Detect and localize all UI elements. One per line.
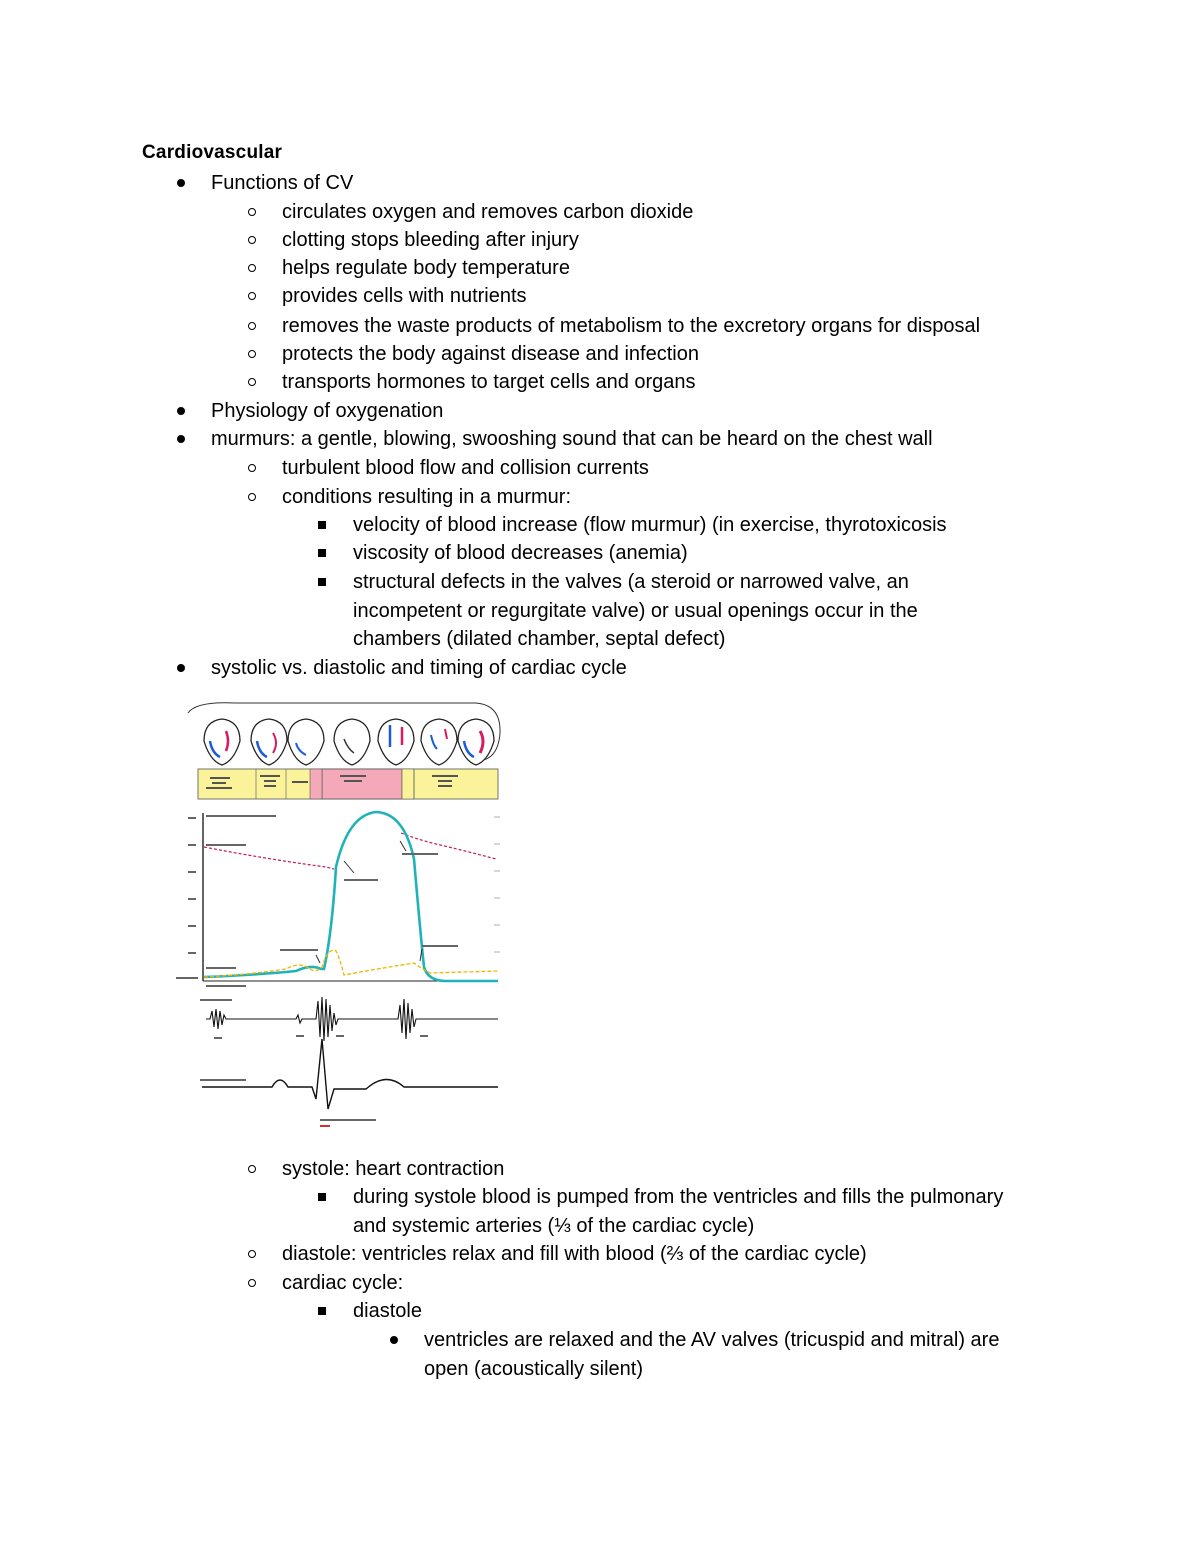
list-item [282,340,699,368]
list-item-text: during systole blood is pumped from the ventricles and fills the pulmonary [353,1186,1004,1208]
list-item-text: clotting stops bleeding after injury [282,229,579,251]
hollow-bullet-icon [242,1155,262,1183]
filled-bullet-icon [171,397,191,425]
hollow-bullet-icon [242,226,262,254]
hollow-bullet-icon [242,312,262,340]
list-item-text: provides cells with nutrients [282,285,527,307]
hollow-bullet-icon [242,254,262,282]
square-bullet-icon [312,568,332,596]
list-item-text: turbulent blood flow and collision currents [282,457,649,479]
hollow-bullet-icon [242,340,262,368]
hollow-bullet-icon [242,282,262,310]
square-bullet-icon [312,1297,332,1325]
list-item-text: helps regulate body temperature [282,257,570,279]
phase-band [198,769,498,799]
filled-bullet-icon [384,1326,404,1354]
list-item-text: diastole [353,1300,422,1322]
list-item [282,368,696,396]
list-item-text: Functions of CV [211,172,354,194]
list-item-continuation: and systemic arteries (⅓ of the cardiac cycle) [353,1215,755,1237]
list-item-text: systole: heart contraction [282,1158,505,1180]
filled-bullet-icon [171,169,191,197]
list-item-text: protects the body against disease and infection [282,343,699,365]
hollow-bullet-icon [242,454,262,482]
list-item [282,254,570,282]
list-item-text: cardiac cycle: [282,1272,404,1294]
list-item [353,1297,422,1325]
list-item [282,1240,867,1268]
list-item [282,483,571,511]
list-item-text: structural defects in the valves (a steroid or narrowed valve, an [353,571,909,593]
list-item [424,1326,999,1354]
list-item [211,397,443,425]
list-item-text: circulates oxygen and removes carbon dioxide [282,201,694,223]
list-item [282,1269,403,1297]
list-item [282,312,980,340]
page-title: Cardiovascular [142,142,283,163]
list-item [353,568,909,596]
square-bullet-icon [312,511,332,539]
cardiac-cycle-diagram [176,699,506,1133]
list-item [282,1155,504,1183]
hollow-bullet-icon [242,368,262,396]
list-item [211,654,627,682]
list-item-text: conditions resulting in a murmur: [282,486,572,508]
list-item-continuation: open (acoustically silent) [424,1358,643,1380]
filled-bullet-icon [171,654,191,682]
list-item-continuation: chambers (dilated chamber, septal defect) [353,628,726,650]
list-item [353,539,688,567]
hollow-bullet-icon [242,198,262,226]
list-item-text: velocity of blood increase (flow murmur) (in exercise, thyrotoxicosis [353,514,947,536]
list-item-text: ventricles are relaxed and the AV valves (tricuspid and mitral) are [424,1329,1000,1351]
list-item-text: Physiology of oxygenation [211,400,444,422]
hollow-bullet-icon [242,483,262,511]
list-item-text: systolic vs. diastolic and timing of cardiac cycle [211,657,627,679]
list-item-text: viscosity of blood decreases (anemia) [353,542,688,564]
list-item-text: diastole: ventricles relax and fill with blood (⅔ of the cardiac cycle) [282,1243,867,1265]
list-item [282,226,579,254]
list-item [211,425,933,453]
square-bullet-icon [312,1183,332,1211]
list-item-continuation: incompetent or regurgitate valve) or usual openings occur in the [353,600,918,622]
list-item [353,511,947,539]
hollow-bullet-icon [242,1269,262,1297]
filled-bullet-icon [171,425,191,453]
square-bullet-icon [312,539,332,567]
list-item [353,1183,1003,1211]
hollow-bullet-icon [242,1240,262,1268]
list-item-text: murmurs: a gentle, blowing, swooshing sound that can be heard on the chest wall [211,428,933,450]
list-item-text: transports hormones to target cells and organs [282,371,696,393]
list-item-text: removes the waste products of metabolism to the excretory organs for disposal [282,315,981,337]
list-item [211,169,353,197]
list-item [282,454,649,482]
list-item [282,198,693,226]
list-item [282,282,527,310]
